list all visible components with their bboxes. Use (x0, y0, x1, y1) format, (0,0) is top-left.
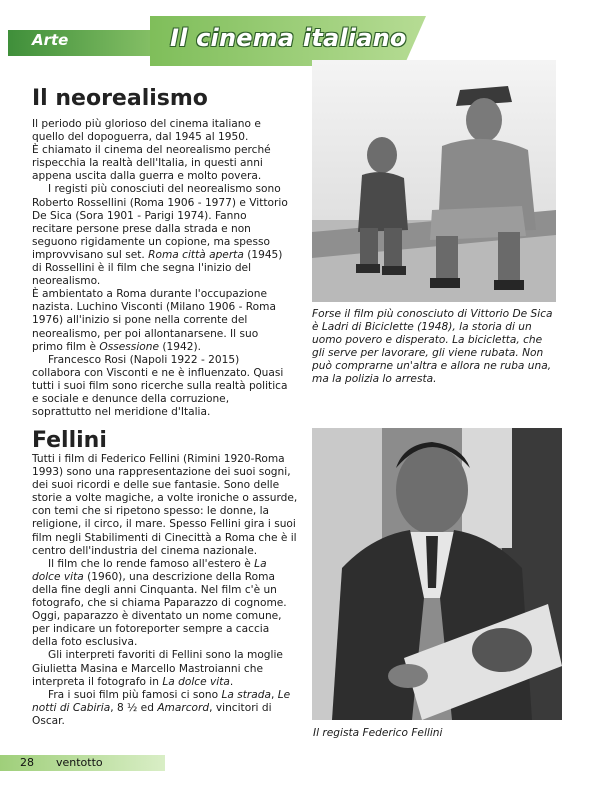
paragraph: Il periodo più glorioso del cinema italiano e quello del dopoguerra, dal 1945 al 1950. (32, 118, 261, 144)
neorealismo-text (32, 118, 290, 419)
section-tag: Arte (32, 31, 69, 49)
paragraph: Francesco Rosi (Napoli 1922 - 2015) collabora con Visconti e ne è influenzato. Quasi tutti i suoi film sono ricerche sulla realtà politica e sociale e denunce della corruzione, soprattutto nel meridione d'Italia. (32, 353, 288, 419)
paragraph: Fra i suoi film più famosi ci sono La strada, Le notti di Cabiria, 8 ½ ed Amarcord, vincitori di Oscar. (32, 688, 291, 727)
page-number: 28 (20, 756, 34, 769)
page-title: Il cinema italiano (170, 24, 407, 52)
paragraph: È chiamato il cinema del neorealismo perché rispecchia la realtà dell'Italia, in questi anni appena uscita dalla guerra e molto povera. (32, 144, 271, 183)
heading-neorealismo: Il neorealismo (32, 86, 208, 111)
photo-ladri-di-biciclette-image (312, 60, 556, 302)
photo-fellini-image (312, 428, 562, 720)
photo-fellini (312, 428, 562, 720)
page-number-word: ventotto (56, 756, 103, 769)
fellini-text (32, 453, 298, 728)
paragraph: Gli interpreti favoriti di Fellini sono la moglie Giulietta Masina e Marcello Mastroianni che interpreta il fotografo in La dolce vita. (32, 649, 283, 688)
paragraph: Il film che lo rende famoso all'estero è La dolce vita (1960), una descrizione della Roma della fine degli anni Cinquanta. Nel film c'è un fotografo, che si chiama Paparazzo di cognome. Oggi, paparazzo è diventato un nome comune, per indicare un fotoreporter sempre a caccia della foto esclusiva. (32, 557, 287, 649)
photo-ladri-di-biciclette (312, 60, 556, 302)
paragraph: È ambientato a Roma durante l'occupazione nazista. Luchino Visconti (Milano 1906 - Roma 1976) all'inizio si pone nella corrente del neorealismo, per poi allontanarsene. Il suo primo film è Ossessione (1942). (32, 288, 276, 353)
caption-fellini: Il regista Federico Fellini (313, 727, 443, 739)
caption-ladri-di-biciclette: Forse il film più conosciuto di Vittorio De Sica è Ladri di Biciclette (1948), la storia di un uomo povero e disperato. La bicicletta, che gli serve per lavorare, gli viene rubata. Non può comprarne un'altra e allora ne ruba una, ma la polizia lo arresta. (312, 308, 553, 386)
paragraph: Tutti i film di Federico Fellini (Rimini 1920-Roma 1993) sono una rappresentazione dei suoi sogni, dei suoi ricordi e delle sue fantasie. Sono delle storie a volte magiche, a volte ironiche o assurde, con temi che si ripetono spesso: le donne, la religione, il circo, il mare. Spesso Fellini gira i suoi film negli Stabilimenti di Cinecittà a Roma che è il centro dell'industria del cinema nazionale. (32, 453, 298, 557)
heading-fellini: Fellini (32, 428, 107, 453)
paragraph: I registi più conosciuti del neorealismo sono Roberto Rossellini (Roma 1906 - 1977) e Vittorio De Sica (Sora 1901 - Parigi 1974). Fanno recitare persone prese dalla strada e non seguono rigidamente un copione, ma spesso improvvisano sul set. Roma città aperta (1945) di Rossellini è il film che segna l'inizio del neorealismo. (32, 183, 288, 288)
